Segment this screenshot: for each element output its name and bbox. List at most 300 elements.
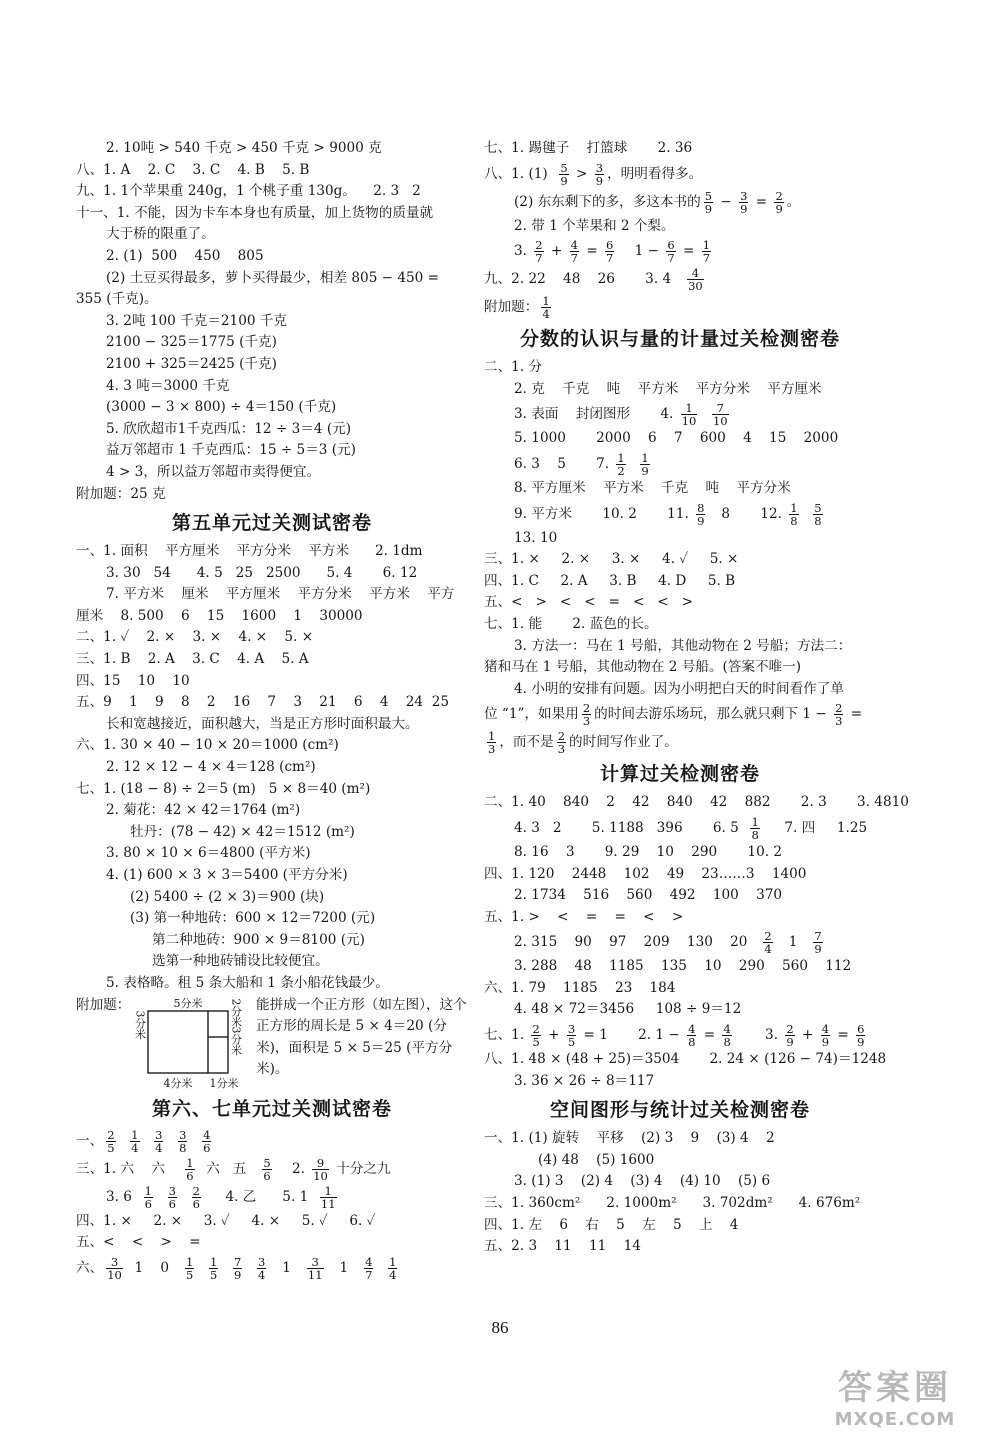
- answer-text: 5. 1000 2000 6 7 600 4 15 2000: [514, 430, 839, 447]
- fraction: [567, 1023, 576, 1048]
- answer-text: 九、2. 22 48 26 3. 4: [484, 271, 685, 288]
- fraction: [557, 730, 566, 755]
- answer-text: 三、1. × 2. × 3. × 4. ✓ 5. ×: [484, 551, 739, 568]
- answer-line: [76, 181, 468, 203]
- fraction: [739, 190, 748, 215]
- answer-text: 大于桥的限重了。: [106, 226, 215, 243]
- fraction-numerator: 4: [570, 238, 578, 253]
- answer-text: 3. 方法一：马在 1 号船，其他动物在 2 号船；方法二：: [514, 637, 852, 654]
- answer-text: 2100 − 325＝1775 (千克): [106, 334, 277, 351]
- answer-line: [76, 246, 468, 268]
- fraction-denominator: 8: [723, 1035, 731, 1050]
- fraction: [687, 267, 704, 292]
- answer-line: [484, 528, 876, 550]
- answer-line: [484, 956, 876, 978]
- fraction: [559, 162, 568, 187]
- fraction-numerator: 6: [667, 238, 675, 253]
- answer-text: 五、2. 3 11 11 14: [484, 1238, 641, 1255]
- section-heading: 空间图形与统计过关检测密卷: [549, 1099, 810, 1122]
- answer-text: 4. (1) 600 × 3 × 3＝5400 (平方分米): [106, 867, 348, 883]
- fraction-denominator: 9: [704, 201, 713, 216]
- answer-text: ，明明看得多。: [607, 165, 703, 182]
- section-heading: 第六、七单元过关测试密卷: [151, 1097, 392, 1120]
- answer-line: [484, 679, 876, 701]
- fraction-numerator: 2: [764, 929, 772, 944]
- answer-line: [484, 978, 876, 1000]
- answer-text: =: [833, 1027, 854, 1044]
- fraction-numerator: 2: [192, 1183, 200, 1198]
- answer-text: (2) 土豆买得最多，萝卜买得最少，相差 805 − 450 =: [106, 269, 440, 286]
- answer-text: [221, 1260, 230, 1276]
- answer-text: 五、9 1 9 8 2 16 7 3 21 6 4 24 25: [76, 694, 449, 711]
- section-heading: 计算过关检测密卷: [599, 763, 760, 786]
- answer-line: [76, 354, 468, 376]
- answer-line: [484, 1128, 876, 1150]
- page-number: 86: [491, 1318, 509, 1337]
- answer-text: 5. 欣欣超市1千克西瓜：12 ÷ 3＝4 (元): [106, 420, 352, 437]
- answer-text: [802, 506, 811, 522]
- square-diagram: [128, 995, 252, 1091]
- answer-line: [76, 865, 468, 887]
- fraction-denominator: 6: [263, 1168, 271, 1183]
- fraction-denominator: 9: [814, 942, 822, 957]
- fraction: [570, 239, 579, 264]
- label-left: 3分米: [133, 1010, 147, 1040]
- answer-line: [484, 379, 876, 401]
- fraction: [154, 1129, 163, 1154]
- answer-text: 猪和马在 1 号船，其他动物在 2 号船。(答案不唯一): [484, 659, 802, 676]
- answer-text: 长和宽越接近，面积越大，当是正方形时面积最大。: [106, 715, 419, 732]
- fraction: [640, 452, 649, 477]
- watermark-logo: [820, 1360, 970, 1430]
- answer-text: 六 五: [197, 1160, 260, 1177]
- answer-text: 四、15 10 10: [76, 672, 190, 689]
- fraction-denominator: 8: [814, 513, 822, 528]
- answer-text: 7. 平方米 厘米 平方厘米 平方分米 平方米 平方: [106, 586, 455, 603]
- answer-line: [484, 138, 876, 160]
- fraction-denominator: 3: [835, 714, 843, 729]
- fraction-denominator: 9: [775, 201, 783, 216]
- answer-line: [76, 1127, 468, 1155]
- fraction-denominator: 8: [790, 513, 798, 528]
- fraction-denominator: 10: [712, 414, 728, 429]
- answer-text: 八、1. 48 × (48 + 25)＝3504 2. 24 × (126 − 74)＝1248: [484, 1051, 887, 1068]
- answer-line: [484, 1171, 876, 1193]
- fraction-denominator: 6: [203, 1140, 211, 1155]
- answer-text: [197, 1260, 206, 1276]
- answer-line: [484, 814, 876, 842]
- answer-text: 的时间去游乐场玩，那么就只剩下 1 −: [594, 706, 832, 723]
- fraction-denominator: 9: [740, 201, 748, 216]
- answer-line: [76, 332, 468, 354]
- answer-line: [76, 289, 468, 311]
- fraction: [168, 1185, 177, 1210]
- fraction-denominator: 9: [641, 463, 649, 478]
- fraction: [307, 1256, 324, 1281]
- answer-line: [76, 1211, 468, 1233]
- answer-text: 九、1. 1个苹果重 240g，1 个桃子重 130g。 2. 3 2: [76, 183, 421, 200]
- fraction-denominator: 11: [320, 1196, 336, 1211]
- fraction-denominator: 8: [179, 1140, 187, 1155]
- fraction-denominator: 7: [570, 251, 578, 266]
- fraction-numerator: 7: [233, 1254, 242, 1269]
- answer-text: 牡丹：(78 − 42) × 42＝1512 (m²): [130, 823, 355, 840]
- answer-text: 1 −: [617, 243, 664, 260]
- label-right-top: 2分米: [229, 998, 243, 1028]
- fraction-numerator: 4: [688, 1022, 696, 1037]
- answer-text: 2. 12 × 12 − 4 × 4＝128 (cm²): [106, 759, 316, 776]
- answer-text: 五、< > < < = < < >: [484, 594, 694, 611]
- answer-line: [76, 311, 468, 333]
- fraction-numerator: 1: [186, 1254, 194, 1269]
- fraction: [704, 190, 713, 215]
- fraction: [144, 1185, 153, 1210]
- fraction-denominator: 5: [107, 1140, 115, 1155]
- answer-text: 13. 10: [514, 529, 558, 546]
- fraction-denominator: 5: [186, 1267, 194, 1282]
- fraction: [541, 295, 550, 320]
- answer-text: >: [571, 165, 592, 182]
- answer-text: 一、1. 面积 平方厘米 平方分米 平方米 2. 1dm: [76, 543, 423, 560]
- fraction: [312, 1157, 329, 1182]
- fraction-numerator: 2: [582, 701, 591, 716]
- fraction-numerator: 4: [723, 1022, 731, 1037]
- answer-text: 2. 315 90 97 209 130 20: [514, 934, 761, 951]
- fraction: [262, 1157, 271, 1182]
- answer-text: 六、1. 30 × 40 − 10 × 20＝1000 (cm²): [76, 737, 339, 754]
- fraction-denominator: 7: [365, 1267, 373, 1282]
- fraction-numerator: 2: [775, 188, 783, 203]
- top-right-rect: [208, 1011, 228, 1037]
- answer-line: [76, 930, 468, 952]
- answer-text: (2) 5400 ÷ (2 × 3)＝900 (块): [130, 888, 325, 905]
- watermark-title: 答案圈: [838, 1368, 952, 1408]
- answer-line: [76, 887, 468, 909]
- answer-text: 四、1. C 2. A 3. B 4. D 5. B: [484, 572, 736, 589]
- fraction: [785, 1023, 794, 1048]
- fraction-numerator: 4: [687, 267, 704, 280]
- answer-line: [76, 649, 468, 671]
- answer-line: [76, 951, 468, 973]
- answer-line: [76, 419, 468, 441]
- answer-line: [484, 928, 876, 956]
- answer-line: [76, 541, 468, 563]
- answer-line: [76, 462, 468, 484]
- fraction-denominator: 5: [532, 1035, 540, 1050]
- answer-line: [76, 671, 468, 693]
- answer-text: 四、1. × 2. × 3. ✓ 4. × 5. ✓ 6. ✓: [76, 1212, 376, 1229]
- fraction-numerator: 9: [312, 1157, 329, 1170]
- fraction-denominator: 10: [107, 1267, 122, 1282]
- answer-line: [76, 908, 468, 930]
- fraction-numerator: 3: [307, 1256, 324, 1269]
- fraction: [702, 239, 711, 264]
- answer-line: [76, 779, 468, 801]
- answer-text: [143, 1133, 152, 1149]
- fraction-denominator: 9: [821, 1035, 830, 1050]
- answer-text: 3. 30 54 4. 5 25 2500 5. 4 6. 12: [106, 564, 418, 581]
- fraction-denominator: 6: [186, 1168, 194, 1183]
- bonus-caption: 附加题：: [76, 996, 131, 1013]
- fraction: [616, 452, 625, 477]
- answer-line: [76, 484, 468, 506]
- fraction-denominator: 4: [389, 1267, 397, 1282]
- answer-text: 2. (1) 500 450 805: [106, 247, 264, 264]
- answer-line: [484, 357, 876, 379]
- answer-text: =: [582, 243, 603, 260]
- answer-text: 1: [326, 1259, 362, 1276]
- answer-text: 4. 乙 5. 1: [203, 1188, 317, 1205]
- fraction-numerator: 1: [144, 1183, 152, 1198]
- answer-text: 厘米 8. 500 6 15 1600 1 30000: [76, 607, 363, 624]
- bonus-figure: [76, 995, 468, 1091]
- fraction: [595, 162, 604, 187]
- answer-text: [156, 1189, 165, 1205]
- answer-text: 益万邻超市 1 千克西瓜：15 ÷ 5＝3 (元): [106, 442, 356, 459]
- answer-text: 4 > 3，所以益万邻超市卖得便宜。: [106, 463, 321, 480]
- fraction-numerator: 2: [835, 701, 843, 716]
- answer-line: [76, 160, 468, 182]
- fraction: [185, 1157, 194, 1182]
- fraction-denominator: 7: [606, 251, 614, 266]
- fraction-numerator: 3: [740, 188, 748, 203]
- fraction: [666, 239, 675, 264]
- answer-line: [76, 268, 468, 290]
- fraction-numerator: 1: [131, 1127, 139, 1142]
- answer-text: 附加题：: [484, 299, 539, 316]
- answer-text: 3. 2吨 100 千克＝2100 千克: [106, 312, 288, 329]
- answer-text: 2. 克 千克 吨 平方米 平方分米 平方厘米: [514, 380, 822, 397]
- answer-text: 四、1. 左 6 右 5 左 5 上 4: [484, 1216, 739, 1233]
- fraction-denominator: 8: [688, 1035, 696, 1050]
- answer-line: [484, 549, 876, 571]
- answer-line: [484, 1193, 876, 1215]
- fraction-numerator: 2: [107, 1127, 115, 1142]
- answer-line: [76, 1254, 468, 1282]
- fraction-numerator: 7: [712, 402, 729, 415]
- answer-text: (2) 东东剩下的多，多这本书的: [514, 193, 701, 210]
- answer-text: 二、1. 分: [484, 359, 543, 376]
- fraction-numerator: 6: [606, 238, 614, 253]
- answer-text: 8 12.: [708, 505, 787, 522]
- answer-text: 1 0: [125, 1259, 183, 1276]
- answer-line: [484, 614, 876, 636]
- answer-text: 4. 3 吨＝3000 千克: [106, 377, 230, 394]
- answer-text: [190, 1133, 199, 1149]
- answer-text: 3. 6: [106, 1188, 141, 1205]
- answer-text: 三、1. B 2. A 3. C 4. A 5. A: [76, 651, 309, 668]
- answer-line: [76, 735, 468, 757]
- answer-text: 4. 3 2 5. 1188 396 6. 5: [514, 819, 748, 836]
- answer-line: [76, 376, 468, 398]
- answer-text: (3000 − 3 × 800) ÷ 4＝150 (千克): [106, 399, 337, 416]
- answer-line: [484, 1150, 876, 1172]
- answer-text: 附加题：25 克: [76, 485, 166, 502]
- answer-text: 2100 + 325＝2425 (千克): [106, 355, 277, 372]
- answer-text: 9. 平方米 10. 2 11.: [514, 505, 694, 522]
- answer-text: =: [699, 1027, 720, 1044]
- answer-line: [484, 160, 876, 188]
- fraction-numerator: 3: [179, 1127, 187, 1142]
- answer-text: 十一、1. 不能，因为卡车本身也有质量，加上货物的质量就: [76, 204, 434, 221]
- answer-line: [484, 907, 876, 929]
- answer-line: [484, 864, 876, 886]
- answer-text: 七、1. 能 2. 蓝色的长。: [484, 615, 658, 632]
- answer-line: [484, 500, 876, 528]
- answer-line: [484, 571, 876, 593]
- fraction-numerator: 8: [697, 500, 705, 515]
- fraction: [763, 930, 772, 955]
- fraction-denominator: 4: [542, 307, 550, 322]
- answer-line: [76, 440, 468, 462]
- answer-text: =: [751, 193, 772, 210]
- answer-text: 3.: [734, 1027, 783, 1044]
- fraction: [192, 1185, 201, 1210]
- fraction-numerator: 1: [617, 450, 625, 465]
- answer-line: [484, 265, 876, 293]
- answer-text: 2. 带 1 个苹果和 2 个梨。: [514, 217, 675, 234]
- answer-text: 八、1. A 2. C 3. C 4. B 5. B: [76, 161, 310, 178]
- answer-text: [700, 406, 709, 422]
- fraction-denominator: 5: [567, 1035, 576, 1050]
- fraction-numerator: 5: [560, 160, 568, 175]
- fraction-numerator: 5: [814, 500, 822, 515]
- fraction-numerator: 6: [857, 1022, 865, 1037]
- answer-text: 十分之九: [331, 1160, 391, 1177]
- answer-text: [119, 1133, 128, 1149]
- fraction-denominator: 7: [667, 251, 675, 266]
- answer-line: [76, 822, 468, 844]
- answer-line: [76, 138, 468, 160]
- answer-text: 2. 菊花：42 × 42＝1764 (m²): [106, 802, 301, 819]
- answer-text: +: [546, 243, 567, 260]
- answer-text: = 1 2. 1 −: [579, 1027, 685, 1044]
- fraction-numerator: 3: [168, 1183, 176, 1198]
- fraction: [605, 239, 614, 264]
- label-right-bottom: 3分米: [229, 1026, 243, 1056]
- fraction: [106, 1256, 123, 1281]
- fraction-denominator: 2: [617, 463, 625, 478]
- answer-text: 位 “1”，如果用: [484, 706, 579, 723]
- answer-text: (4) 48 (5) 1600: [538, 1151, 655, 1168]
- fraction-numerator: 1: [790, 500, 798, 515]
- fraction-numerator: 1: [681, 402, 698, 415]
- fraction: [106, 1129, 115, 1154]
- answer-text: 8. 16 3 9. 29 10 290 10. 2: [514, 843, 783, 860]
- fraction-denominator: 4: [764, 942, 772, 957]
- answer-text: 6. 3 5 7.: [514, 455, 614, 472]
- answer-text: =: [678, 243, 699, 260]
- answer-text: 三、1. 360cm² 2. 1000m² 3. 702dm² 4. 676m²: [484, 1195, 861, 1212]
- fraction-numerator: 7: [814, 929, 822, 944]
- fraction-numerator: 1: [702, 238, 711, 253]
- answer-line: [484, 1021, 876, 1049]
- answer-text: 2.: [274, 1160, 310, 1177]
- answer-line: [76, 1232, 468, 1254]
- fraction-denominator: 10: [681, 414, 697, 429]
- fraction-numerator: 3: [106, 1256, 123, 1269]
- fraction: [130, 1129, 139, 1154]
- fraction-denominator: 7: [535, 251, 543, 266]
- fraction-numerator: 3: [155, 1127, 163, 1142]
- fraction-denominator: 30: [688, 279, 703, 294]
- fraction: [582, 702, 591, 727]
- answer-line: [76, 1155, 468, 1183]
- fraction-numerator: 2: [532, 1022, 540, 1037]
- fraction: [364, 1256, 373, 1281]
- answer-line: [76, 224, 468, 246]
- answer-line: [76, 606, 468, 628]
- fraction: [257, 1256, 266, 1281]
- answer-text: 六、: [76, 1259, 104, 1276]
- fraction-denominator: 6: [168, 1196, 176, 1211]
- answer-line: [484, 293, 876, 321]
- answer-text: [629, 456, 638, 472]
- fraction-numerator: 5: [704, 188, 713, 203]
- answer-text: 三、1. 六 六: [76, 1160, 183, 1177]
- fraction-numerator: 1: [751, 814, 759, 829]
- fraction: [813, 502, 822, 527]
- section-heading: 分数的认识与量的计量过关检测密卷: [519, 328, 840, 351]
- answer-line: [484, 999, 876, 1021]
- fraction-numerator: 4: [821, 1022, 830, 1037]
- label-top: 5分米: [173, 996, 203, 1010]
- answer-text: 2. 1734 516 560 492 100 370: [514, 887, 783, 904]
- fraction: [774, 190, 783, 215]
- answer-line: [76, 1183, 468, 1211]
- fraction-numerator: 4: [365, 1254, 373, 1269]
- answer-text: 3. 80 × 10 × 6＝4800 (平方米): [106, 845, 311, 862]
- answer-text: 七、1.: [484, 1027, 529, 1044]
- fraction-denominator: 9: [786, 1035, 794, 1050]
- answer-text: 四、1. 120 2448 102 49 23……3 1400: [484, 865, 807, 882]
- answer-text: 的时间写作业了。: [569, 734, 678, 751]
- answer-line: [76, 584, 468, 606]
- answer-text: 8. 平方厘米 平方米 千克 吨 平方分米: [514, 479, 791, 496]
- fraction-denominator: 4: [257, 1267, 266, 1282]
- fraction: [388, 1256, 397, 1281]
- answer-text: 5. 表格略。租 5 条大船和 1 条小船花钱最少。: [106, 974, 389, 991]
- answer-line: [76, 973, 468, 995]
- answer-text: 一、1. (1) 旋转 平移 (2) 3 9 (3) 4 2: [484, 1130, 775, 1147]
- answer-text: 3.: [514, 243, 532, 260]
- answer-text: 七、1. 踢毽子 打篮球 2. 36: [484, 140, 693, 156]
- answer-text: [376, 1260, 385, 1276]
- left-column: [76, 138, 468, 1282]
- fraction: [185, 1256, 194, 1281]
- fraction-denominator: 3: [557, 742, 566, 757]
- fraction: [202, 1129, 211, 1154]
- answer-line: [484, 842, 876, 864]
- fraction-denominator: 3: [582, 714, 591, 729]
- answer-text: 3. 36 × 26 ÷ 8＝117: [514, 1072, 655, 1089]
- fraction: [687, 1023, 696, 1048]
- answer-text: −: [716, 193, 737, 210]
- answer-text: 355 (千克)。: [76, 291, 158, 308]
- fraction-denominator: 6: [192, 1196, 200, 1211]
- fraction: [722, 1023, 731, 1048]
- fraction-numerator: 5: [263, 1155, 271, 1170]
- answer-line: [484, 1049, 887, 1071]
- fraction-denominator: 11: [307, 1267, 323, 1282]
- answer-line: [76, 843, 468, 865]
- answer-text: 7. 四 1.25: [762, 819, 868, 836]
- answer-line: [76, 203, 468, 225]
- answer-text: 一、: [76, 1132, 104, 1149]
- fraction: [681, 402, 698, 427]
- answer-text: 二、1. 40 840 2 42 840 42 882 2. 3 3. 4810: [484, 794, 909, 811]
- fraction-denominator: 3: [488, 742, 496, 757]
